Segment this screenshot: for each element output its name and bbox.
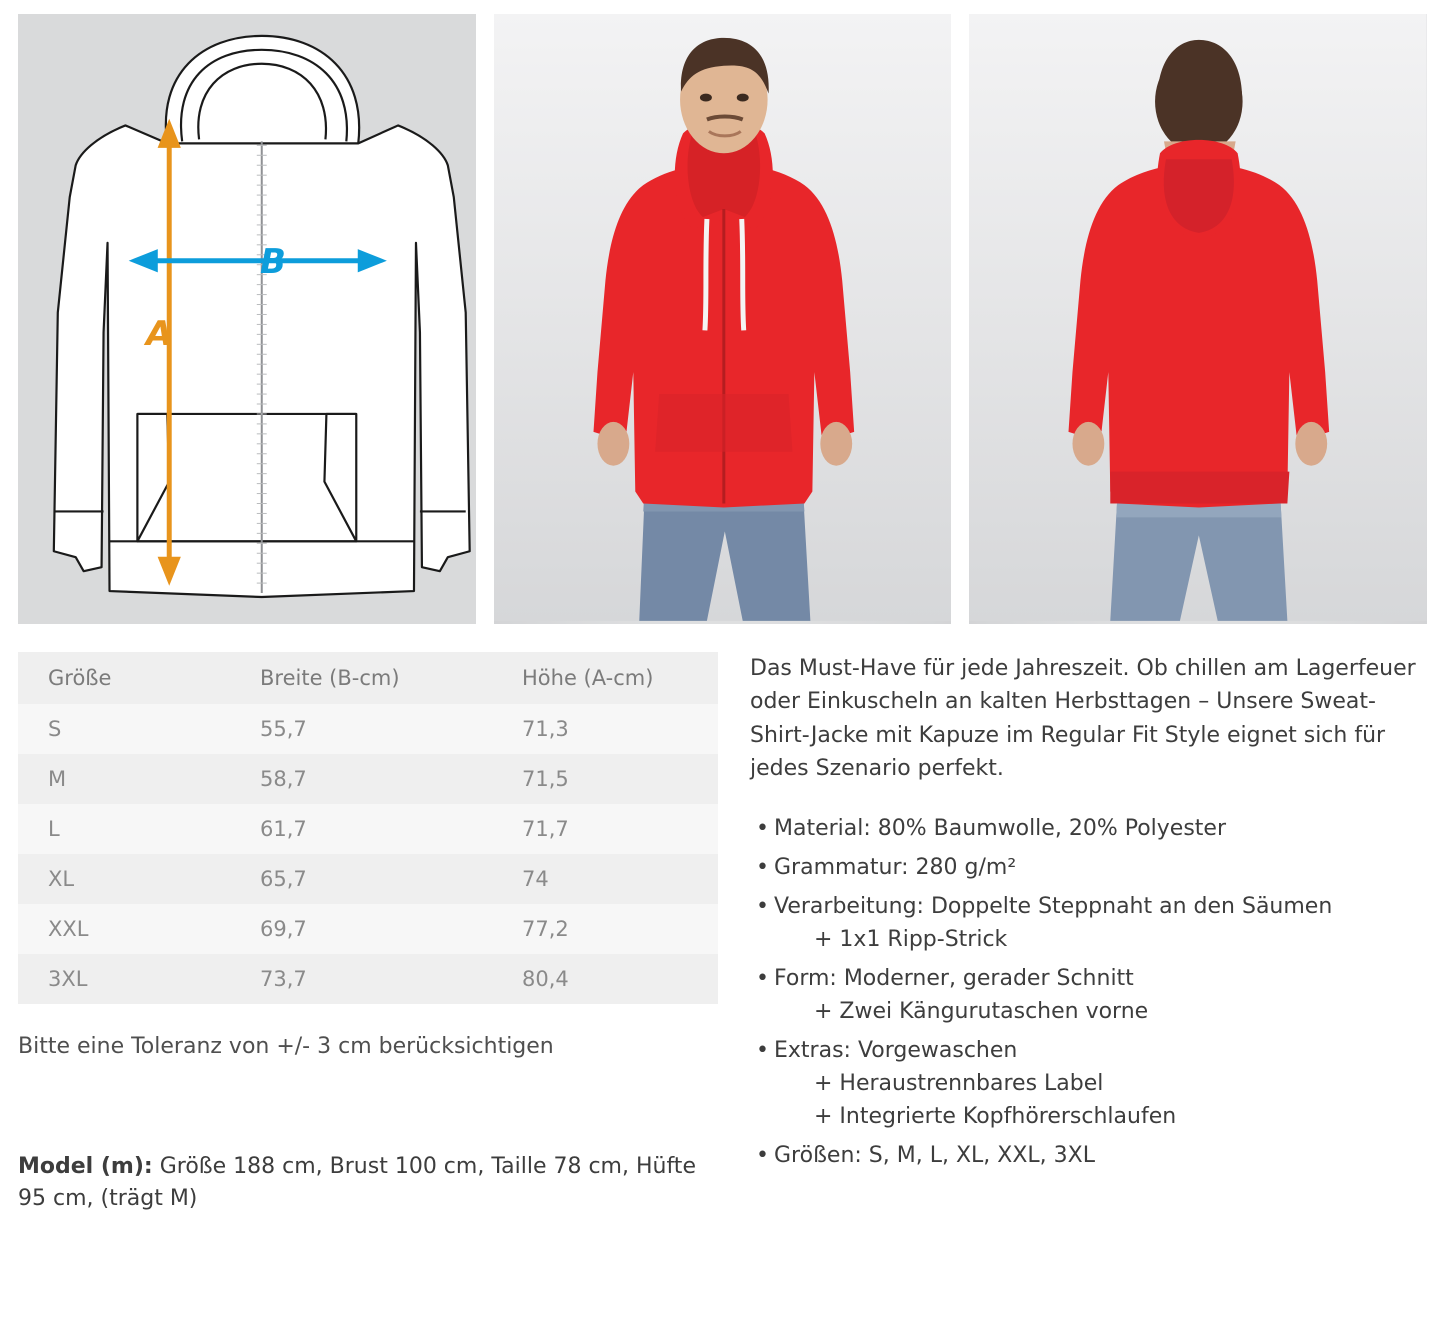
model-front-photo [494, 14, 952, 624]
cell-width: 61,7 [230, 804, 492, 854]
cell-size: XL [18, 854, 230, 904]
model-front-illustration [494, 14, 952, 621]
size-schematic-card [18, 14, 476, 624]
cell-size: XXL [18, 904, 230, 954]
cell-width: 55,7 [230, 704, 492, 754]
feature-text: Material: 80% Baumwolle, 20% Polyester [774, 815, 1226, 841]
feature-text: Extras: Vorgewaschen [774, 1037, 1018, 1063]
size-table-header-size: Größe [18, 652, 230, 704]
model-info-text: Größe 188 cm, Brust 100 cm, Taille 78 cm, Hüfte 95 cm, (trägt M) [18, 1154, 696, 1211]
cell-size: S [18, 704, 230, 754]
model-back-photo [969, 14, 1427, 624]
table-row [18, 754, 718, 804]
size-table-header-height: Höhe (A-cm) [492, 652, 718, 704]
product-image-strip [0, 0, 1445, 624]
cell-size: M [18, 754, 230, 804]
list-item [750, 962, 1424, 1028]
cell-height: 71,3 [492, 704, 718, 754]
table-row [18, 704, 718, 754]
list-item [750, 851, 1424, 884]
feature-subtext: + Zwei Kängurutaschen vorne [814, 998, 1149, 1024]
size-column [18, 652, 734, 1215]
height-label: A [146, 314, 173, 354]
width-label: B [260, 242, 286, 282]
tolerance-note: Bitte eine Toleranz von +/- 3 cm berücksichtigen [18, 1034, 554, 1059]
list-item [750, 1139, 1424, 1172]
table-row [18, 804, 718, 854]
table-row [18, 904, 718, 954]
cell-height: 71,7 [492, 804, 718, 854]
table-row [18, 954, 718, 1004]
model-info-label: Model (m): [18, 1154, 153, 1179]
list-item [750, 890, 1424, 956]
feature-text: Größen: S, M, L, XL, XXL, 3XL [774, 1142, 1095, 1168]
cell-size: L [18, 804, 230, 854]
description-column [734, 652, 1424, 1215]
model-back-illustration [969, 14, 1427, 621]
feature-subtext: + Integrierte Kopfhörerschlaufen [814, 1103, 1177, 1129]
cell-width: 69,7 [230, 904, 492, 954]
feature-list [750, 812, 1424, 1172]
list-item [750, 1034, 1424, 1133]
cell-height: 80,4 [492, 954, 718, 1004]
product-description: Das Must-Have für jede Jahreszeit. Ob chillen am Lagerfeuer oder Einkuscheln an kalten Herbsttagen – Unsere Sweat-Shirt-Jacke mit Kapuze im Regular Fit Style eignet sich für jedes Szenario perfekt. [750, 656, 1416, 782]
feature-text: Grammatur: 280 g/m² [774, 854, 1017, 880]
cell-width: 58,7 [230, 754, 492, 804]
feature-text: Verarbeitung: Doppelte Steppnaht an den Säumen [774, 893, 1333, 919]
feature-subtext: + Heraustrennbares Label [814, 1070, 1104, 1096]
hoodie-technical-drawing-icon [18, 14, 476, 621]
feature-text: Form: Moderner, gerader Schnitt [774, 965, 1134, 991]
size-table-header-row [18, 652, 718, 704]
list-item [750, 812, 1424, 845]
model-info [18, 1151, 708, 1215]
table-row [18, 854, 718, 904]
cell-height: 74 [492, 854, 718, 904]
cell-size: 3XL [18, 954, 230, 1004]
feature-subtext: + 1x1 Ripp-Strick [814, 926, 1008, 952]
cell-height: 77,2 [492, 904, 718, 954]
size-table [18, 652, 718, 1004]
cell-height: 71,5 [492, 754, 718, 804]
cell-width: 65,7 [230, 854, 492, 904]
cell-width: 73,7 [230, 954, 492, 1004]
size-table-header-width: Breite (B-cm) [230, 652, 492, 704]
details-section [0, 624, 1445, 1215]
